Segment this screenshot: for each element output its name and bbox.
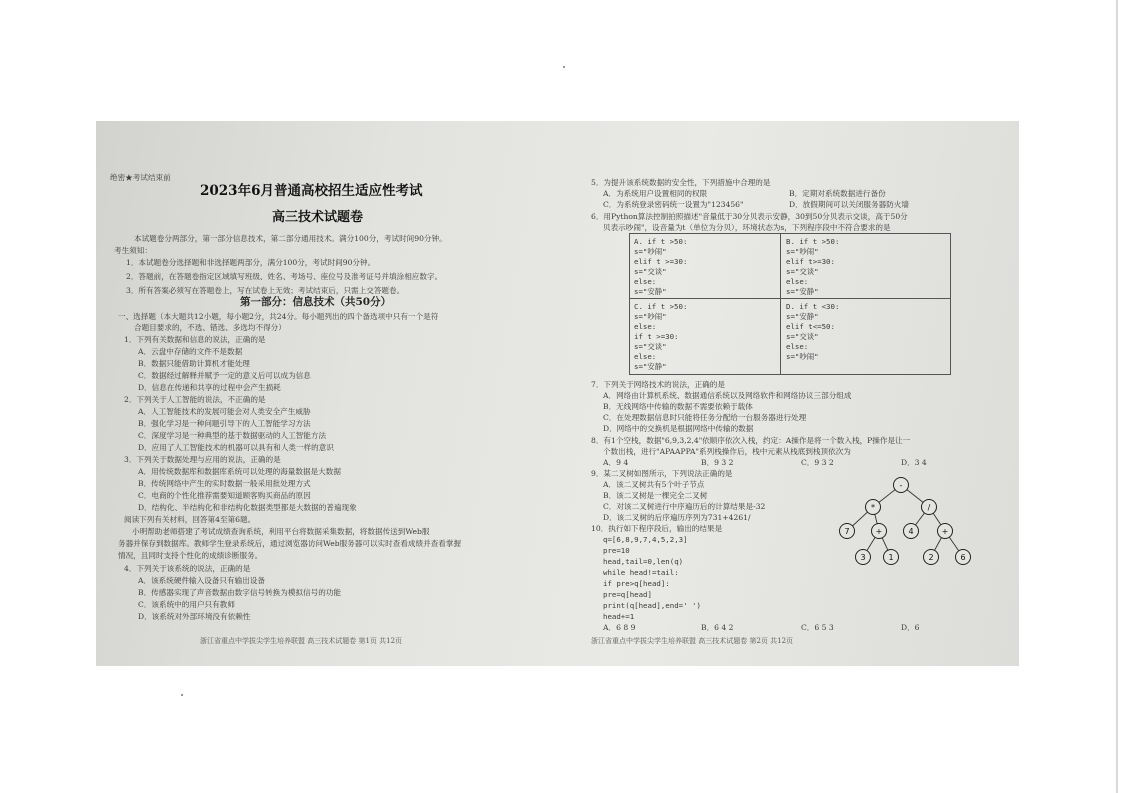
dust-speck [563,66,565,68]
q6-line-1: 6．用Python算法控制拍照描述"音量低于30分贝表示安静，30到50分贝表示交谈，高于50分 [591,212,908,221]
exam-title: 2023年6月普通高校招生适应性考试 [200,183,423,199]
secret-label: 绝密★考试结束前 [110,173,171,182]
q10-code-line: pre=10 [603,546,630,555]
q4-option-d: D．该系统对外部环境没有依赖性 [138,612,251,621]
q4-option-a: A．该系统硬件输入设备只有输出设备 [138,576,265,585]
binary-tree-diagram [831,473,991,573]
code-line: s="吵闹" [786,247,819,256]
code-line: s="交谈" [634,342,667,351]
q1-stem: 1．下列有关数据和信息的说法，正确的是 [124,335,266,344]
q5-option-b: B．定期对系统数据进行备份 [789,189,886,198]
q5-option-a: A．为系统用户设置相同的权限 [603,189,708,198]
q10-code-line: if pre>q[head]: [603,579,670,588]
tree-node-label: - [899,481,903,490]
q3-option-c: C．电商的个性化推荐需要知道顾客购买商品的原因 [138,491,311,500]
q3-option-b: B．传统网络中产生的实时数据一般采用批处理方式 [138,479,311,488]
tree-node-label: 2 [928,553,934,562]
q7-option-b: B．无线网络中传输的数据不需要依赖于载体 [603,402,753,411]
q8-option-d: D．3 4 [901,458,927,467]
q5-stem: 5．为提升该系统数据的安全性，下列措施中合理的是 [591,178,771,187]
q5-option-d: D．放假期间可以关闭服务器防火墙 [789,200,909,209]
code-line: A. if t >50: [634,237,688,246]
tree-node-label: * [871,503,875,512]
right-footer: 浙江省重点中学拔尖学生培养联盟 高三技术试题卷 第2页 共12页 [591,637,794,645]
code-line: s="吵闹" [634,247,667,256]
table-divider [630,298,950,299]
code-line: elif t>=30: [786,257,835,266]
reading-line-2: 务器并保存到数据库。教师学生登录系统后，通过浏览器访问Web服务器可以实时查看成绩并查看掌握 [118,539,462,548]
q2-stem: 2．下列关于人工智能的说法，不正确的是 [124,395,266,404]
q10-code-line: while head!=tail: [603,568,679,577]
q2-option-d: D．应用了人工智能技术的机器可以具有和人类一样的意识 [138,443,334,452]
part-title: 第一部分：信息技术（共50分） [240,296,392,308]
reading-line-1: 小明帮助老师搭建了考试成绩查询系统，利用平台将数据采集数据，将数据传送到Web服 [132,527,430,536]
code-line: if t >=30: [634,332,679,341]
code-line: elif t >=30: [634,257,688,266]
tree-node-label: 4 [908,527,914,536]
exam-subtitle: 高三技术试题卷 [272,210,364,225]
code-line: D. if t <30: [786,302,840,311]
q10-code-line: print(q[head],end=' ') [603,601,701,610]
code-line: B. if t >50: [786,237,840,246]
q2-option-b: B．强化学习是一种问题引导下的人工智能学习方法 [138,419,311,428]
intro-text: 本试题卷分两部分，第一部分信息技术，第二部分通用技术。满分100分，考试时间90分钟。 [134,234,447,243]
page-edge-line [1116,0,1118,793]
tree-node-label: 3 [860,553,866,562]
code-line: else: [634,352,657,361]
q4-stem: 4．下列关于该系统的说法，正确的是 [124,564,251,573]
left-footer: 浙江省重点中学拔尖学生培养联盟 高三技术试题卷 第1页 共12页 [200,637,403,645]
exam-paper-photo [96,121,1019,666]
dust-speck [181,694,183,696]
code-line: s="安静" [786,312,819,321]
q10-code-line: pre=q[head] [603,590,652,599]
q5-option-c: C．为系统登录密码统一设置为"123456" [603,200,744,209]
q8-option-b: B．9 3 2 [701,458,734,467]
code-line: elif t<=50: [786,322,835,331]
q9-option-b: B．该二叉树是一棵完全二叉树 [603,491,708,500]
q1-option-c: C．数据经过解释并赋予一定的意义后可以成为信息 [138,371,311,380]
q3-option-a: A．用传统数据库和数据库系统可以处理的海量数据是大数据 [138,467,341,476]
q8-option-a: A．9 4 [603,458,629,467]
code-line: else: [634,277,657,286]
notice-2: 2．答题前，在答题卷指定区域填写班级、姓名、考场号、座位号及准考证号并填涂相应数字。 [126,272,443,281]
q3-option-d: D．结构化、半结构化和非结构化数据类型都是大数据的普遍现象 [138,503,357,512]
q6-code-options-table [629,233,951,375]
notice-3: 3．所有答案必须写在答题卷上，写在试卷上无效；考试结束后，只需上交答题卷。 [126,286,405,295]
tree-node-label: / [927,503,931,512]
q4-option-b: B．传感器实现了声音数据由数字信号转换为模拟信号的功能 [138,588,342,597]
q8-option-c: C．9 3 2 [801,458,834,467]
notice-label: 考生须知： [114,246,152,255]
tree-node-label: + [941,527,949,536]
q4-option-c: C．该系统中的用户只有教师 [138,600,235,609]
code-line: s="安静" [786,287,819,296]
q3-stem: 3．下列关于数据处理与应用的说法，正确的是 [124,455,281,464]
notice-1: 1．本试题卷分选择题和非选择题两部分，满分100分，考试时间90分钟。 [126,258,376,267]
q7-option-d: D．网络中的交换机是根据网络中传输的数据 [603,424,754,433]
reading-line-3: 情况，且同时支持个性化的成绩诊断服务。 [118,551,263,560]
q1-option-a: A．云盘中存储的文件不是数据 [138,347,243,356]
code-line: s="安静" [634,287,667,296]
tree-node-label: + [875,527,883,536]
code-line: s="交谈" [786,267,819,276]
q10-option-d: D．6 [901,623,920,632]
code-line: else: [786,277,809,286]
left-page [96,121,566,666]
q6-line-2: 贝表示吵闹"，设音量为t（单位为分贝），环境状态为s，下列程序段中不符合要求的是 [603,223,891,232]
q10-option-b: B．6 4 2 [701,623,734,632]
q10-code-line: head,tail=0,len(q) [603,557,684,566]
q8-line-2: 个数出栈，进行"APAAPPA"系列栈操作后，栈中元素从栈底到栈顶依次为 [603,447,851,456]
section1-line2: 合题目要求的，不选、错选、多选均不得分） [134,323,286,332]
q2-option-c: C．深度学习是一种典型的基于数据驱动的人工智能方法 [138,431,327,440]
code-line: s="交谈" [786,332,819,341]
q10-stem: 10．执行如下程序段后，输出的结果是 [591,524,723,533]
code-line: s="交谈" [634,267,667,276]
q9-option-d: D．该二叉树的后序遍历序列为731+4261/ [603,513,751,522]
tree-node-label: 1 [888,553,894,562]
code-line: s="安静" [634,362,667,371]
tree-node-label: 7 [844,527,850,536]
tree-node-label: 6 [960,553,966,562]
tree-edges [847,485,963,557]
reading-intro: 阅读下列有关材料，回答第4至第6题。 [124,515,256,524]
section1-line1: 一、选择题（本大题共12小题，每小题2分，共24分。每小题列出的四个备选项中只有一个是符 [118,312,439,321]
q7-option-c: C．在处理数据信息时只能将任务分配给一台服务器进行处理 [603,413,807,422]
q8-line-1: 8．有1个空栈，数据"6,9,3,2,4"依顺序依次入栈，约定：A操作是将一个数入栈，P操作是让一 [591,436,911,445]
q7-option-a: A．网络由计算机系统、数据通信系统以及网络软件和网络协议三部分组成 [603,391,852,400]
q10-code-line: q=[6,8,9,7,4,5,2,3] [603,535,688,544]
q9-option-a: A．该二叉树共有5个叶子节点 [603,480,705,489]
q9-stem: 9．某二叉树如图所示，下列说法正确的是 [591,469,733,478]
q2-option-a: A．人工智能技术的发展可能会对人类安全产生威胁 [138,407,311,416]
code-line: s="吵闹" [786,352,819,361]
code-line: s="吵闹" [634,312,667,321]
code-line: else: [634,322,657,331]
right-page [571,121,1019,666]
q10-option-c: C．6 5 3 [801,623,834,632]
table-divider [780,234,781,374]
q7-stem: 7．下列关于网络技术的说法，正确的是 [591,380,725,389]
q10-option-a: A．6 8 9 [603,623,636,632]
q10-code-line: head+=1 [603,612,635,621]
q1-option-b: B．数据只能借助计算机才能处理 [138,359,250,368]
code-line: C. if t >50: [634,302,688,311]
q9-option-c: C．对该二叉树进行中序遍历后的计算结果是-32 [603,502,766,511]
q1-option-d: D．信息在传递和共享的过程中会产生损耗 [138,383,281,392]
code-line: else: [786,342,809,351]
